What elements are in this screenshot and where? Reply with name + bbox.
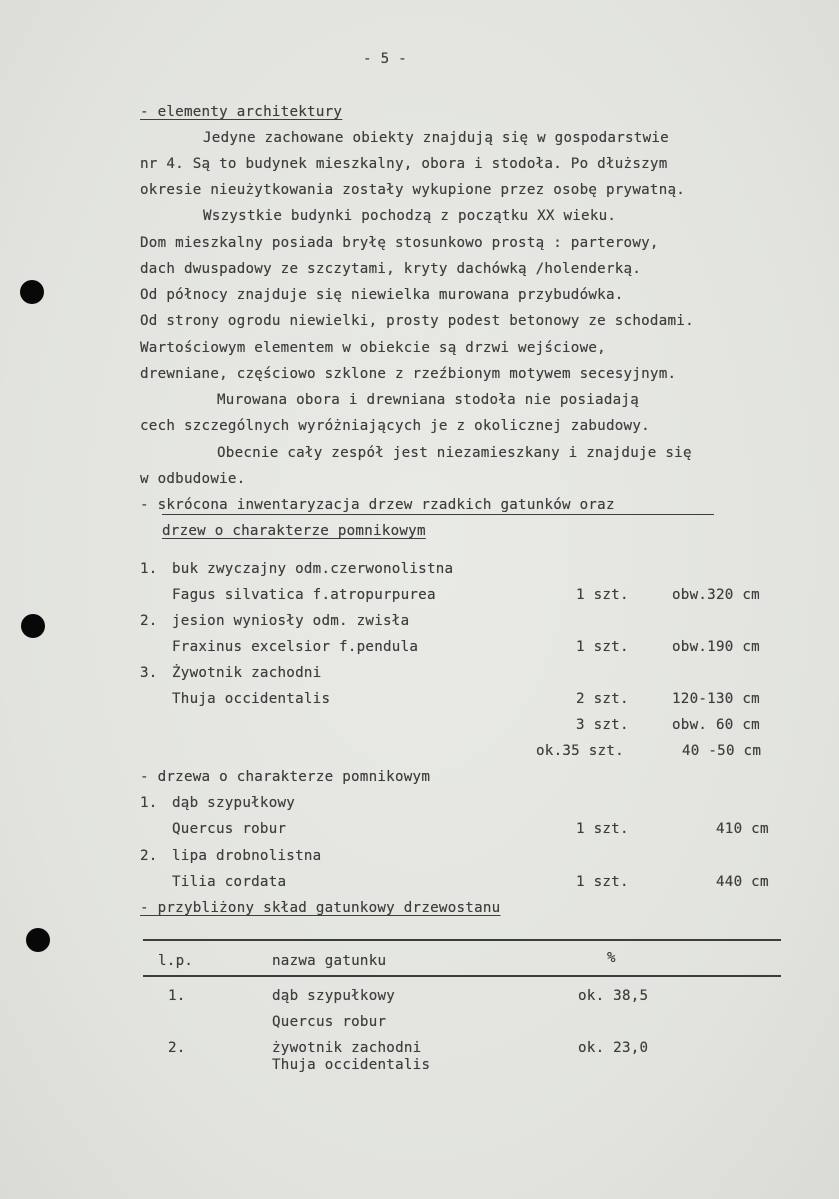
punch-hole-bottom xyxy=(26,928,50,952)
paragraph-line: Od strony ogrodu niewielki, prosty podest betonowy ze schodami. xyxy=(140,313,694,329)
list-item-number: 1. xyxy=(140,795,158,811)
tree-name-polish: jesion wyniosły odm. zwisła xyxy=(172,613,410,629)
paragraph-line: okresie nieużytkowania zostały wykupione przez osobę prywatną. xyxy=(140,182,686,198)
table-header-lp: l.p. xyxy=(158,953,194,969)
tree-size: obw.190 cm xyxy=(672,639,760,655)
section-heading-inventory: - skrócona inwentaryzacja drzew rzadkich gatunków oraz xyxy=(140,497,615,513)
table-cell-lp: 1. xyxy=(168,988,186,1004)
tree-name-latin: Quercus robur xyxy=(172,821,287,837)
tree-quantity: 2 szt. xyxy=(576,691,629,707)
list-item-number: 3. xyxy=(140,665,158,681)
table-cell-percent: ok. 23,0 xyxy=(578,1040,649,1056)
paragraph-line: drewniane, częściowo szklone z rzeźbionym motywem secesyjnym. xyxy=(140,366,677,382)
section-heading-inventory-cont: drzew o charakterze pomnikowym xyxy=(162,523,426,539)
heading-underline xyxy=(162,514,714,515)
tree-quantity: 1 szt. xyxy=(576,587,629,603)
tree-size: obw.320 cm xyxy=(672,587,760,603)
table-header-rule xyxy=(143,975,781,977)
tree-name-latin: Fraxinus excelsior f.pendula xyxy=(172,639,419,655)
tree-name-latin: Fagus silvatica f.atropurpurea xyxy=(172,587,436,603)
paragraph-line: Murowana obora i drewniana stodoła nie posiadają xyxy=(217,392,639,408)
tree-name-polish: lipa drobnolistna xyxy=(172,848,322,864)
punch-hole-middle xyxy=(21,614,45,638)
section-heading-composition: - przybliżony skład gatunkowy drzewostanu xyxy=(140,900,501,916)
tree-size: 410 cm xyxy=(716,821,769,837)
paragraph-line: Od północy znajduje się niewielka murowana przybudówka. xyxy=(140,287,624,303)
section-heading-architecture: - elementy architektury xyxy=(140,104,343,120)
paragraph-line: Jedyne zachowane obiekty znajdują się w gospodarstwie xyxy=(203,130,669,146)
table-cell-name-polish: dąb szypułkowy xyxy=(272,988,396,1004)
section-heading-monument: - drzewa o charakterze pomnikowym xyxy=(140,769,431,785)
table-cell-name-polish: żywotnik zachodni xyxy=(272,1040,422,1056)
table-cell-lp: 2. xyxy=(168,1040,186,1056)
tree-name-polish: Żywotnik zachodni xyxy=(172,665,322,681)
paragraph-line: Wartościowym elementem w obiekcie są drzwi wejściowe, xyxy=(140,340,606,356)
tree-size: 120-130 cm xyxy=(672,691,760,707)
paragraph-line: nr 4. Są to budynek mieszkalny, obora i stodoła. Po dłuższym xyxy=(140,156,668,172)
punch-hole-top xyxy=(20,280,44,304)
tree-quantity: ok.35 szt. xyxy=(536,743,624,759)
paragraph-line: Wszystkie budynki pochodzą z początku XX wieku. xyxy=(203,208,617,224)
list-item-number: 2. xyxy=(140,848,158,864)
table-cell-name-latin: Quercus robur xyxy=(272,1014,387,1030)
paragraph-line: dach dwuspadowy ze szczytami, kryty dachówką /holenderką. xyxy=(140,261,642,277)
tree-name-latin: Thuja occidentalis xyxy=(172,691,331,707)
tree-name-polish: buk zwyczajny odm.czerwonolistna xyxy=(172,561,454,577)
paragraph-line: Obecnie cały zespół jest niezamieszkany i znajduje się xyxy=(217,445,692,461)
paragraph-line: Dom mieszkalny posiada bryłę stosunkowo prostą : parterowy, xyxy=(140,235,659,251)
table-cell-name-latin: Thuja occidentalis xyxy=(272,1057,431,1073)
table-header-name: nazwa gatunku xyxy=(272,953,387,969)
tree-size: 40 -50 cm xyxy=(682,743,762,759)
table-cell-percent: ok. 38,5 xyxy=(578,988,649,1004)
tree-quantity: 1 szt. xyxy=(576,821,629,837)
table-header-percent: % xyxy=(607,950,616,966)
table-top-rule xyxy=(143,939,781,941)
tree-quantity: 1 szt. xyxy=(576,639,629,655)
list-item-number: 1. xyxy=(140,561,158,577)
tree-size: obw. 60 cm xyxy=(672,717,760,733)
tree-size: 440 cm xyxy=(716,874,769,890)
paragraph-line: cech szczególnych wyróżniających je z okolicznej zabudowy. xyxy=(140,418,650,434)
paragraph-line: w odbudowie. xyxy=(140,471,246,487)
tree-quantity: 1 szt. xyxy=(576,874,629,890)
tree-name-polish: dąb szypułkowy xyxy=(172,795,296,811)
page-number: - 5 - xyxy=(363,51,407,67)
tree-name-latin: Tilia cordata xyxy=(172,874,287,890)
tree-quantity: 3 szt. xyxy=(576,717,629,733)
list-item-number: 2. xyxy=(140,613,158,629)
